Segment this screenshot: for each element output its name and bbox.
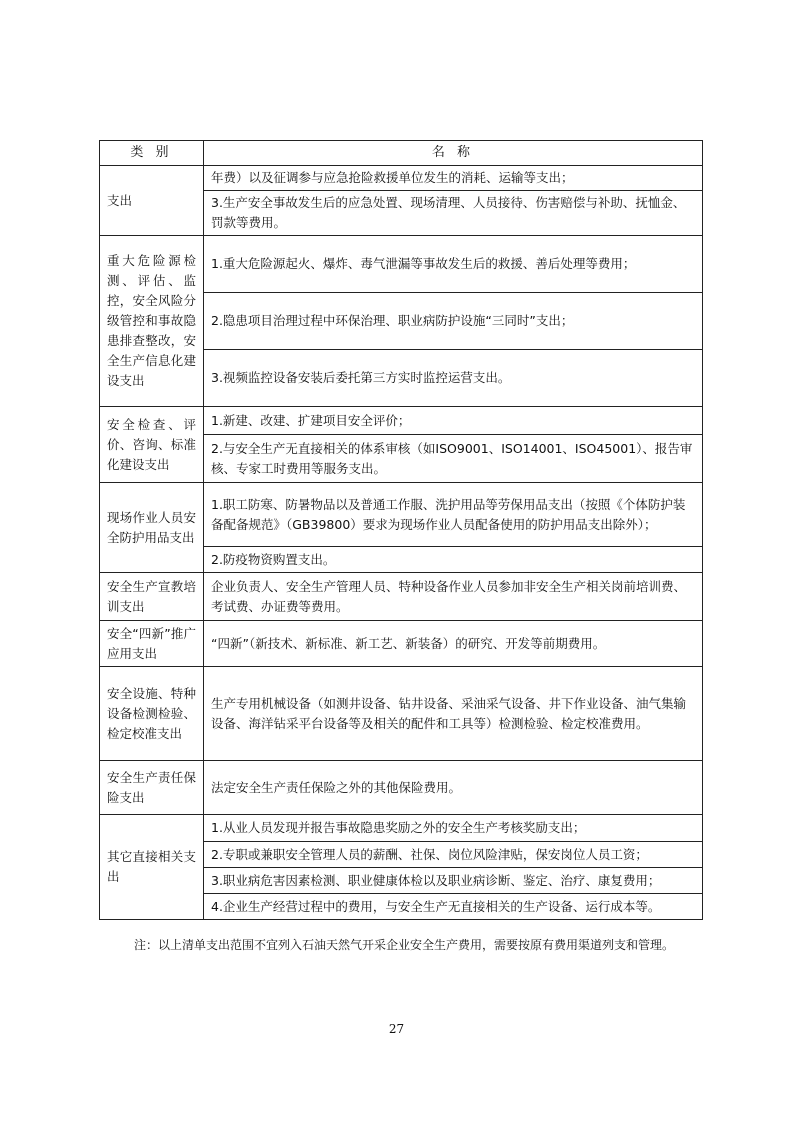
category-cell: 安全“四新”推广应用支出: [100, 621, 204, 667]
item-cell: 4.企业生产经营过程中的费用，与安全生产无直接相关的生产设备、运行成本等。: [204, 894, 703, 920]
header-category: 类 别: [100, 141, 204, 166]
category-cell: 现场作业人员安全防护用品支出: [100, 483, 204, 573]
category-cell: 安全检查、评价、咨询、标准化建设支出: [100, 407, 204, 483]
table-row: [100, 761, 703, 815]
item-cell: 1.职工防寒、防暑物品以及普通工作服、洗护用品等劳保用品支出（按照《个体防护装备配备规范》（GB39800）要求为现场作业人员配备使用的防护用品支出除外）；: [204, 483, 703, 547]
table-row: [100, 621, 703, 667]
header-name: 名 称: [204, 141, 703, 166]
table-row: [100, 483, 703, 547]
table-row: [100, 407, 703, 435]
page-number: 27: [388, 1022, 405, 1036]
category-cell: 其它直接相关支出: [100, 815, 204, 920]
item-cell: 1.新建、改建、扩建项目安全评价；: [204, 407, 703, 435]
category-cell: 安全设施、特种设备检测检验、检定校准支出: [100, 667, 204, 761]
item-cell: “四新”（新技术、新标准、新工艺、新装备）的研究、开发等前期费用。: [204, 621, 703, 667]
category-cell: 安全生产宣教培训支出: [100, 573, 204, 621]
item-cell: 2.与安全生产无直接相关的体系审核（如ISO9001、ISO14001、ISO45001）、报告审核、专家工时费用等服务支出。: [204, 435, 703, 483]
table-note: 注：以上清单支出范围不宜列入石油天然气开采企业安全生产费用，需要按原有费用渠道列支和管理。: [134, 938, 675, 952]
table-row: [100, 667, 703, 761]
item-cell: 法定安全生产责任保险之外的其他保险费用。: [204, 761, 703, 815]
item-cell: 1.从业人员发现并报告事故隐患奖励之外的安全生产考核奖励支出；: [204, 815, 703, 842]
category-cell: 安全生产责任保险支出: [100, 761, 204, 815]
item-cell: 2.专职或兼职安全管理人员的薪酬、社保、岗位风险津贴，保安岗位人员工资；: [204, 842, 703, 868]
item-cell: 2.防疫物资购置支出。: [204, 547, 703, 573]
table-row: [100, 166, 703, 191]
category-cell: 重大危险源检测、评估、监控，安全风险分级管控和事故隐患排查整改，安全生产信息化建设支出: [100, 236, 204, 407]
expense-exclusion-table: [99, 140, 703, 920]
category-cell: 支出: [100, 166, 204, 236]
item-cell: 生产专用机械设备（如测井设备、钻井设备、采油采气设备、井下作业设备、油气集输设备、海洋钻采平台设备等及相关的配件和工具等）检测检验、检定校准费用。: [204, 667, 703, 761]
item-cell: 2.隐患项目治理过程中环保治理、职业病防护设施“三同时”支出；: [204, 293, 703, 350]
table-row: [100, 236, 703, 293]
table-row: [100, 815, 703, 842]
item-cell: 3.生产安全事故发生后的应急处置、现场清理、人员接待、伤害赔偿与补助、抚恤金、罚款等费用。: [204, 191, 703, 236]
item-cell: 3.视频监控设备安装后委托第三方实时监控运营支出。: [204, 350, 703, 407]
table-header-row: [100, 141, 703, 166]
item-cell: 企业负责人、安全生产管理人员、特种设备作业人员参加非安全生产相关岗前培训费、考试费、办证费等费用。: [204, 573, 703, 621]
item-cell: 3.职业病危害因素检测、职业健康体检以及职业病诊断、鉴定、治疗、康复费用；: [204, 868, 703, 894]
item-cell: 1.重大危险源起火、爆炸、毒气泄漏等事故发生后的救援、善后处理等费用；: [204, 236, 703, 293]
table-row: [100, 573, 703, 621]
item-cell: 年费）以及征调参与应急抢险救援单位发生的消耗、运输等支出；: [204, 166, 703, 191]
